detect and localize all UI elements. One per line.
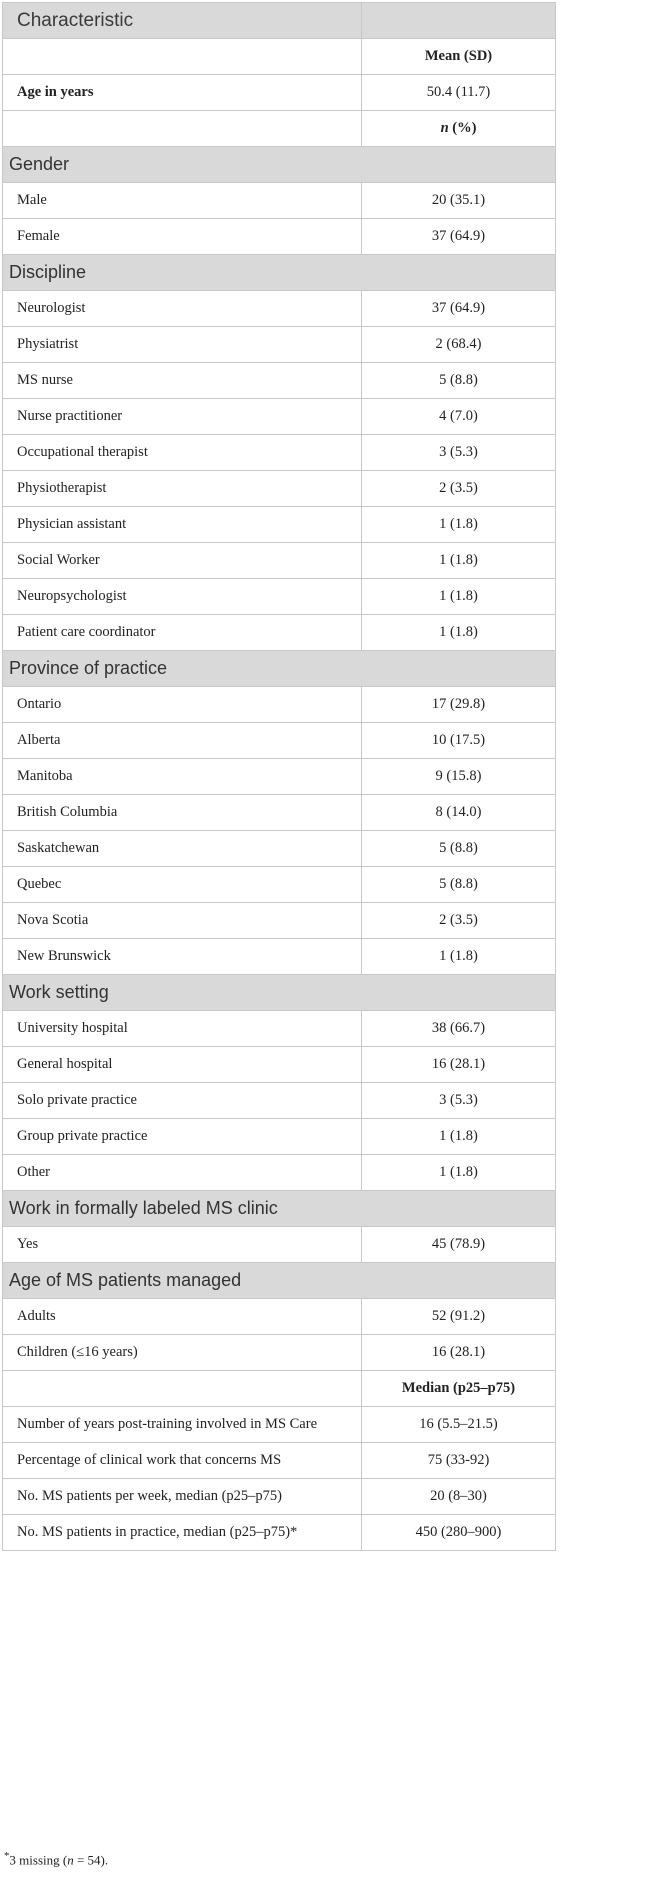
- table-row: [3, 219, 556, 255]
- table-row: [3, 867, 556, 903]
- table-row: [3, 507, 556, 543]
- row-value: 5 (8.8): [362, 363, 556, 399]
- row-value: 16 (28.1): [362, 1335, 556, 1371]
- row-label: Patient care coordinator: [3, 615, 362, 651]
- table-row: [3, 1335, 556, 1371]
- row-value: 1 (1.8): [362, 1119, 556, 1155]
- row-label: Male: [3, 183, 362, 219]
- row-value: 17 (29.8): [362, 687, 556, 723]
- row-value: 2 (68.4): [362, 327, 556, 363]
- footnote: [4, 1850, 108, 1868]
- subheader-row: [3, 111, 556, 147]
- row-value: Median (p25–p75): [362, 1371, 556, 1407]
- row-label: MS nurse: [3, 363, 362, 399]
- row-label: Social Worker: [3, 543, 362, 579]
- table-row: [3, 1011, 556, 1047]
- row-value: 5 (8.8): [362, 831, 556, 867]
- table-row: [3, 399, 556, 435]
- category-row: [3, 255, 556, 291]
- row-value: 20 (8–30): [362, 1479, 556, 1515]
- row-label: Nova Scotia: [3, 903, 362, 939]
- table-row: [3, 759, 556, 795]
- row-value: 10 (17.5): [362, 723, 556, 759]
- percent-label: (%): [448, 120, 477, 136]
- category-label: Work setting: [3, 975, 556, 1011]
- table-row: [3, 1047, 556, 1083]
- row-label: Ontario: [3, 687, 362, 723]
- row-value: 50.4 (11.7): [362, 75, 556, 111]
- row-label: Physiotherapist: [3, 471, 362, 507]
- header-value: [362, 3, 556, 39]
- table-row: [3, 687, 556, 723]
- table-row: [3, 471, 556, 507]
- row-label: General hospital: [3, 1047, 362, 1083]
- row-label: Alberta: [3, 723, 362, 759]
- table-row: [3, 1227, 556, 1263]
- row-label: Age in years: [3, 75, 362, 111]
- row-value: 4 (7.0): [362, 399, 556, 435]
- row-label: [3, 1371, 362, 1407]
- row-value: 2 (3.5): [362, 903, 556, 939]
- row-label: Yes: [3, 1227, 362, 1263]
- table-row: [3, 1119, 556, 1155]
- row-label: No. MS patients per week, median (p25–p75): [3, 1479, 362, 1515]
- category-label: Age of MS patients managed: [3, 1263, 556, 1299]
- characteristics-table: [2, 2, 556, 1551]
- table-row: [3, 1443, 556, 1479]
- row-value: Mean (SD): [362, 39, 556, 75]
- table-row: [3, 939, 556, 975]
- table-row: [3, 183, 556, 219]
- table-row: [3, 543, 556, 579]
- row-label: Nurse practitioner: [3, 399, 362, 435]
- row-label: Occupational therapist: [3, 435, 362, 471]
- category-label: Province of practice: [3, 651, 556, 687]
- table-row: [3, 363, 556, 399]
- row-value: 52 (91.2): [362, 1299, 556, 1335]
- row-label: Group private practice: [3, 1119, 362, 1155]
- table-row: [3, 579, 556, 615]
- subheader-row: [3, 39, 556, 75]
- row-label: British Columbia: [3, 795, 362, 831]
- table-header-row: [3, 3, 556, 39]
- category-label: Work in formally labeled MS clinic: [3, 1191, 556, 1227]
- n-symbol: n: [440, 120, 449, 136]
- table-row: [3, 327, 556, 363]
- footnote-mark: *: [4, 1850, 10, 1862]
- row-label: [3, 39, 362, 75]
- table-row: [3, 291, 556, 327]
- row-label: Solo private practice: [3, 1083, 362, 1119]
- row-label: Physiatrist: [3, 327, 362, 363]
- table-row: [3, 1479, 556, 1515]
- table-row: [3, 1407, 556, 1443]
- row-label: Number of years post-training involved in MS Care: [3, 1407, 362, 1443]
- row-value: 3 (5.3): [362, 435, 556, 471]
- row-value: 8 (14.0): [362, 795, 556, 831]
- row-label: Other: [3, 1155, 362, 1191]
- row-value: [362, 111, 556, 147]
- row-label: Quebec: [3, 867, 362, 903]
- row-label: Percentage of clinical work that concerns MS: [3, 1443, 362, 1479]
- table-row: [3, 1515, 556, 1551]
- category-label: Discipline: [3, 255, 556, 291]
- row-value: 75 (33-92): [362, 1443, 556, 1479]
- row-value: 38 (66.7): [362, 1011, 556, 1047]
- table-row: [3, 1083, 556, 1119]
- row-value: 450 (280–900): [362, 1515, 556, 1551]
- table-row: [3, 615, 556, 651]
- category-row: [3, 975, 556, 1011]
- row-value: 1 (1.8): [362, 507, 556, 543]
- table-row: [3, 723, 556, 759]
- row-label: [3, 111, 362, 147]
- table-row: [3, 435, 556, 471]
- row-value: 5 (8.8): [362, 867, 556, 903]
- subheader-row: [3, 1371, 556, 1407]
- row-label: Physician assistant: [3, 507, 362, 543]
- row-label: New Brunswick: [3, 939, 362, 975]
- footnote-post: = 54).: [73, 1852, 109, 1868]
- row-value: 1 (1.8): [362, 939, 556, 975]
- row-value: 45 (78.9): [362, 1227, 556, 1263]
- header-characteristic: Characteristic: [3, 3, 362, 39]
- row-value: 2 (3.5): [362, 471, 556, 507]
- row-label: Manitoba: [3, 759, 362, 795]
- footnote-pre: 3 missing (: [9, 1852, 68, 1868]
- row-value: 20 (35.1): [362, 183, 556, 219]
- table-row: [3, 1299, 556, 1335]
- row-value: 1 (1.8): [362, 615, 556, 651]
- table-row: [3, 75, 556, 111]
- row-value: 1 (1.8): [362, 579, 556, 615]
- category-label: Gender: [3, 147, 556, 183]
- row-label: Neurologist: [3, 291, 362, 327]
- category-row: [3, 1191, 556, 1227]
- row-label: Adults: [3, 1299, 362, 1335]
- table-row: [3, 1155, 556, 1191]
- category-row: [3, 147, 556, 183]
- row-value: 1 (1.8): [362, 543, 556, 579]
- row-value: 9 (15.8): [362, 759, 556, 795]
- row-value: 37 (64.9): [362, 291, 556, 327]
- row-value: 1 (1.8): [362, 1155, 556, 1191]
- row-value: 16 (28.1): [362, 1047, 556, 1083]
- row-label: Saskatchewan: [3, 831, 362, 867]
- footnote-n: n: [67, 1852, 74, 1868]
- row-value: 37 (64.9): [362, 219, 556, 255]
- table-row: [3, 795, 556, 831]
- row-value: 3 (5.3): [362, 1083, 556, 1119]
- category-row: [3, 651, 556, 687]
- row-value: 16 (5.5–21.5): [362, 1407, 556, 1443]
- row-label: No. MS patients in practice, median (p25–p75)*: [3, 1515, 362, 1551]
- row-label: Children (≤16 years): [3, 1335, 362, 1371]
- category-row: [3, 1263, 556, 1299]
- row-label: Neuropsychologist: [3, 579, 362, 615]
- table-row: [3, 903, 556, 939]
- table-row: [3, 831, 556, 867]
- row-label: Female: [3, 219, 362, 255]
- row-label: University hospital: [3, 1011, 362, 1047]
